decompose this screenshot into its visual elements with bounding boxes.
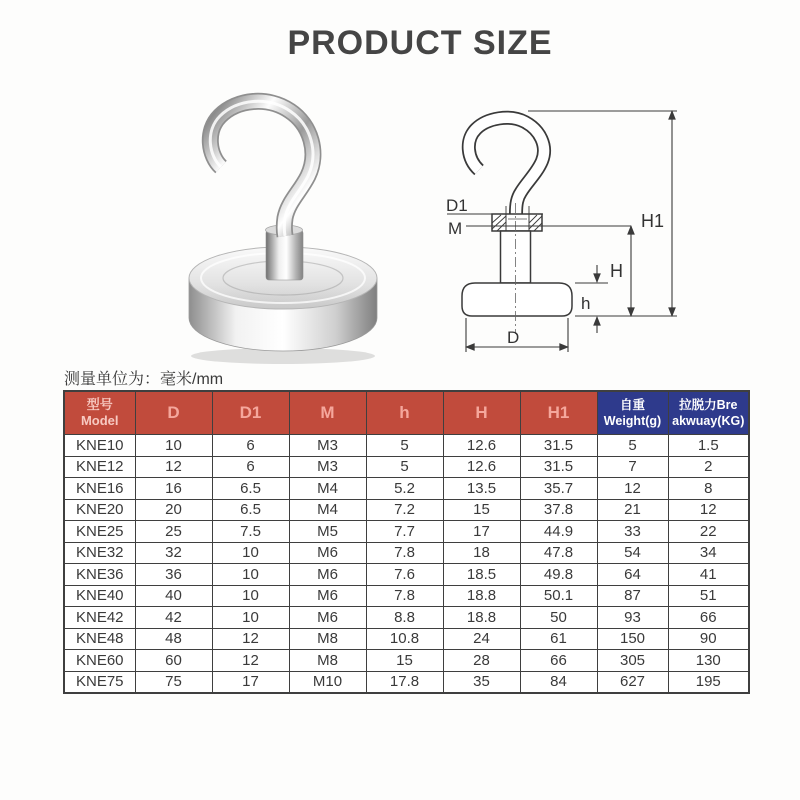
cell-H: 24: [443, 628, 520, 650]
cell-m: M6: [289, 585, 366, 607]
cell-d1: 10: [212, 585, 289, 607]
cell-weight: 33: [597, 521, 668, 543]
diagram-base: [462, 283, 572, 316]
cell-pull: 51: [668, 585, 749, 607]
cell-pull: 12: [668, 499, 749, 521]
table-row: [64, 521, 749, 543]
cell-H: 18.8: [443, 585, 520, 607]
cell-H: 35: [443, 671, 520, 693]
cell-h: 5: [366, 456, 443, 478]
cell-m: M8: [289, 650, 366, 672]
cell-weight: 64: [597, 564, 668, 586]
cell-h: 7.2: [366, 499, 443, 521]
dimension-diagram: [435, 95, 735, 380]
size-table-head: [64, 391, 749, 435]
cell-model: KNE36: [64, 564, 135, 586]
cell-h: 17.8: [366, 671, 443, 693]
cell-model: KNE20: [64, 499, 135, 521]
cell-m: M8: [289, 628, 366, 650]
cell-model: KNE32: [64, 542, 135, 564]
cell-h: 5.2: [366, 478, 443, 500]
cell-m: M3: [289, 435, 366, 457]
cell-h: 8.8: [366, 607, 443, 629]
column-header-d: D: [135, 391, 212, 435]
cell-d: 36: [135, 564, 212, 586]
cell-pull: 34: [668, 542, 749, 564]
cell-m: M4: [289, 478, 366, 500]
cell-pull: 195: [668, 671, 749, 693]
cell-pull: 90: [668, 628, 749, 650]
cell-h: 7.8: [366, 585, 443, 607]
cell-H: 18.5: [443, 564, 520, 586]
cell-h: 10.8: [366, 628, 443, 650]
table-row: [64, 671, 749, 693]
column-header-H: H: [443, 391, 520, 435]
cell-model: KNE42: [64, 607, 135, 629]
cell-d: 60: [135, 650, 212, 672]
cell-pull: 2: [668, 456, 749, 478]
size-table-body: [64, 435, 749, 694]
cell-H: 18.8: [443, 607, 520, 629]
dim-label-d1: D1: [446, 196, 468, 215]
cell-h: 7.6: [366, 564, 443, 586]
cell-weight: 150: [597, 628, 668, 650]
cell-H: 15: [443, 499, 520, 521]
photo-hook: [210, 101, 313, 236]
cell-H1: 50: [520, 607, 597, 629]
cell-d1: 17: [212, 671, 289, 693]
cell-d: 42: [135, 607, 212, 629]
cell-pull: 66: [668, 607, 749, 629]
cell-H1: 50.1: [520, 585, 597, 607]
cell-d: 20: [135, 499, 212, 521]
cell-H1: 31.5: [520, 435, 597, 457]
cell-d1: 6: [212, 456, 289, 478]
cell-pull: 8: [668, 478, 749, 500]
cell-model: KNE16: [64, 478, 135, 500]
cell-m: M6: [289, 564, 366, 586]
cell-d1: 12: [212, 628, 289, 650]
cell-H1: 49.8: [520, 564, 597, 586]
cell-m: M5: [289, 521, 366, 543]
cell-model: KNE60: [64, 650, 135, 672]
cell-H: 17: [443, 521, 520, 543]
table-row: [64, 456, 749, 478]
cell-d: 48: [135, 628, 212, 650]
table-row: [64, 628, 749, 650]
table-row: [64, 607, 749, 629]
column-header-m: M: [289, 391, 366, 435]
cell-H1: 31.5: [520, 456, 597, 478]
cell-H1: 84: [520, 671, 597, 693]
cell-m: M3: [289, 456, 366, 478]
dim-label-h-upper: H: [610, 261, 623, 281]
page-title: PRODUCT SIZE: [287, 24, 553, 62]
cell-d: 10: [135, 435, 212, 457]
cell-weight: 12: [597, 478, 668, 500]
cell-weight: 5: [597, 435, 668, 457]
cell-H: 18: [443, 542, 520, 564]
cell-H1: 35.7: [520, 478, 597, 500]
size-table: [63, 390, 750, 694]
cell-d: 32: [135, 542, 212, 564]
cell-m: M6: [289, 607, 366, 629]
column-header-pull: 拉脱力Bre akwuay(KG): [668, 391, 749, 435]
cell-d1: 7.5: [212, 521, 289, 543]
cell-d1: 6.5: [212, 478, 289, 500]
cell-h: 7.7: [366, 521, 443, 543]
cell-weight: 93: [597, 607, 668, 629]
dim-label-h-lower: h: [581, 294, 591, 313]
table-row: [64, 478, 749, 500]
table-row: [64, 564, 749, 586]
cell-d1: 10: [212, 564, 289, 586]
cell-pull: 22: [668, 521, 749, 543]
cell-d1: 6: [212, 435, 289, 457]
cell-weight: 21: [597, 499, 668, 521]
cell-model: KNE10: [64, 435, 135, 457]
column-header-d1: D1: [212, 391, 289, 435]
cell-d1: 12: [212, 650, 289, 672]
cell-model: KNE75: [64, 671, 135, 693]
cell-H1: 47.8: [520, 542, 597, 564]
cell-m: M4: [289, 499, 366, 521]
cell-d1: 10: [212, 542, 289, 564]
table-row: [64, 542, 749, 564]
cell-H1: 66: [520, 650, 597, 672]
cell-H1: 37.8: [520, 499, 597, 521]
cell-weight: 7: [597, 456, 668, 478]
cell-model: KNE25: [64, 521, 135, 543]
cell-d: 25: [135, 521, 212, 543]
cell-weight: 305: [597, 650, 668, 672]
column-header-weight: 自重 Weight(g): [597, 391, 668, 435]
cell-weight: 627: [597, 671, 668, 693]
column-header-model: 型号 Model: [64, 391, 135, 435]
table-row: [64, 650, 749, 672]
cell-model: KNE40: [64, 585, 135, 607]
cell-h: 15: [366, 650, 443, 672]
cell-weight: 54: [597, 542, 668, 564]
cell-pull: 1.5: [668, 435, 749, 457]
dim-label-h1: H1: [641, 211, 665, 231]
cell-h: 5: [366, 435, 443, 457]
cell-m: M10: [289, 671, 366, 693]
column-header-H1: H1: [520, 391, 597, 435]
cell-d1: 10: [212, 607, 289, 629]
table-row: [64, 435, 749, 457]
column-header-h: h: [366, 391, 443, 435]
cell-H: 12.6: [443, 456, 520, 478]
cell-pull: 130: [668, 650, 749, 672]
cell-H: 28: [443, 650, 520, 672]
table-row: [64, 499, 749, 521]
cell-model: KNE12: [64, 456, 135, 478]
dim-label-m: M: [448, 219, 463, 238]
cell-H1: 44.9: [520, 521, 597, 543]
cell-pull: 41: [668, 564, 749, 586]
cell-h: 7.8: [366, 542, 443, 564]
product-photo: [150, 86, 430, 378]
measurement-unit-note: 测量单位为：毫米/mm: [64, 371, 224, 388]
cell-H1: 61: [520, 628, 597, 650]
photo-neck: [266, 230, 303, 280]
cell-d: 16: [135, 478, 212, 500]
cell-d: 12: [135, 456, 212, 478]
dim-label-d: D: [507, 328, 520, 347]
diagram-hook: [469, 118, 544, 214]
cell-H: 12.6: [443, 435, 520, 457]
cell-weight: 87: [597, 585, 668, 607]
cell-H: 13.5: [443, 478, 520, 500]
table-row: [64, 585, 749, 607]
cell-m: M6: [289, 542, 366, 564]
cell-d: 75: [135, 671, 212, 693]
cell-d: 40: [135, 585, 212, 607]
cell-d1: 6.5: [212, 499, 289, 521]
cell-model: KNE48: [64, 628, 135, 650]
header-row: [64, 391, 749, 435]
